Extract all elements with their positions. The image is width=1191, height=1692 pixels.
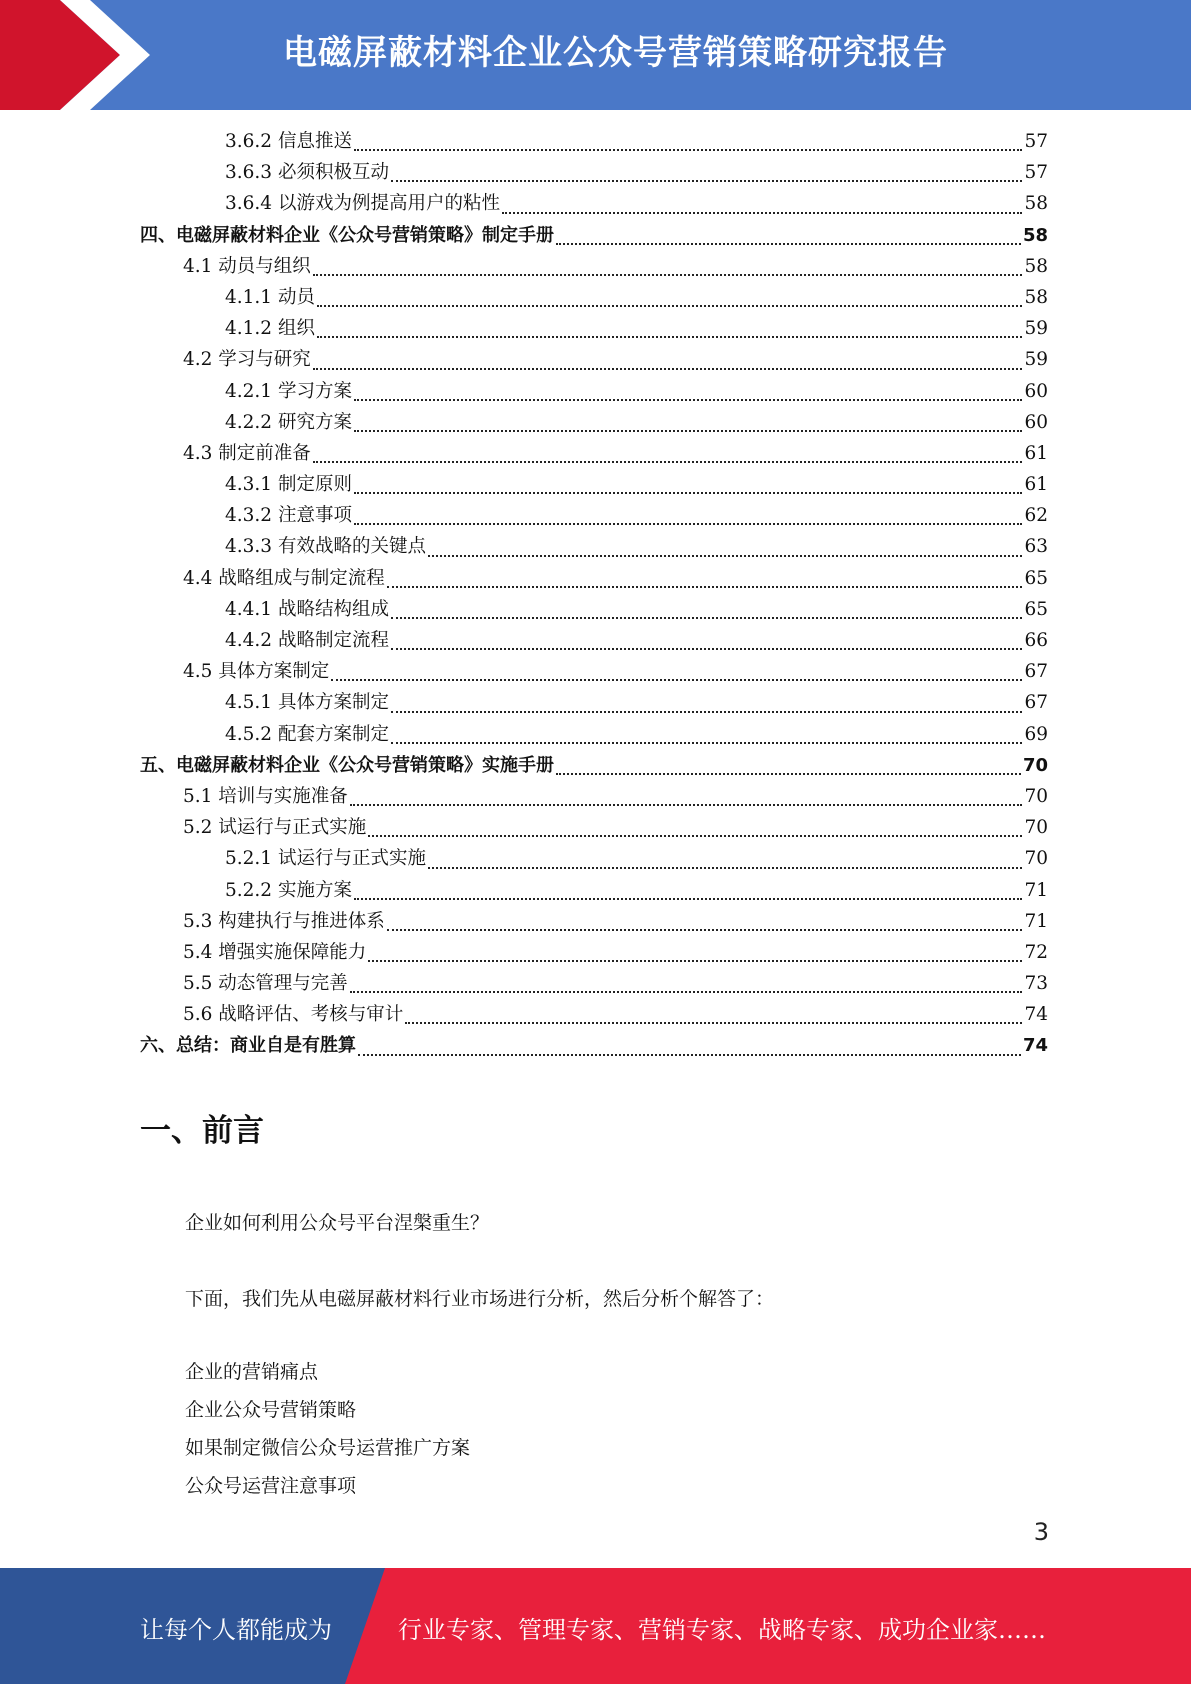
toc-entry-page: 61	[1024, 442, 1048, 464]
toc-entry[interactable]	[140, 314, 1048, 345]
toc-dot-leader	[391, 741, 1022, 744]
toc-dot-leader	[391, 710, 1022, 713]
topic-item: 企业公众号营销策略	[185, 1399, 357, 1421]
toc-entry[interactable]	[140, 1000, 1048, 1031]
topic-item: 企业的营销痛点	[185, 1361, 319, 1383]
toc-entry[interactable]	[140, 595, 1048, 626]
section-heading: 一、前言	[140, 1113, 264, 1149]
toc-entry-page: 62	[1024, 505, 1048, 527]
toc-entry[interactable]	[140, 439, 1048, 470]
toc-entry-title: 5.1 培训与实施准备	[183, 785, 348, 807]
toc-entry-page: 58	[1024, 255, 1048, 277]
topic-item: 公众号运营注意事项	[185, 1475, 357, 1497]
toc-entry[interactable]	[140, 688, 1048, 719]
toc-dot-leader	[405, 1021, 1022, 1024]
toc-entry-title: 4.5.2 配套方案制定	[225, 723, 389, 745]
toc-entry-title: 4.3.2 注意事项	[225, 505, 352, 527]
toc-entry[interactable]	[140, 626, 1048, 657]
document-title: 电磁屏蔽材料企业公众号营销策略研究报告	[283, 33, 948, 73]
toc-entry[interactable]	[140, 657, 1048, 688]
toc-entry-page: 70	[1024, 785, 1048, 807]
toc-entry-title: 5.4 增强实施保障能力	[183, 941, 367, 963]
topic-list	[185, 1357, 470, 1509]
toc-dot-leader	[387, 585, 1023, 588]
toc-entry[interactable]	[140, 158, 1048, 189]
toc-entry-page: 70	[1024, 848, 1048, 870]
toc-entry-page: 60	[1024, 411, 1048, 433]
toc-entry[interactable]	[140, 377, 1048, 408]
toc-entry-title: 5.2.1 试运行与正式实施	[225, 848, 426, 870]
toc-dot-leader	[354, 491, 1023, 494]
toc-entry-title: 4.4.1 战略结构组成	[225, 598, 389, 620]
toc-dot-leader	[313, 367, 1023, 370]
toc-dot-leader	[313, 273, 1023, 276]
toc-entry[interactable]	[140, 501, 1048, 532]
toc-entry-title: 4.2.1 学习方案	[225, 380, 352, 402]
toc-entry[interactable]	[140, 782, 1048, 813]
toc-entry-title: 4.2.2 研究方案	[225, 411, 352, 433]
toc-dot-leader	[331, 678, 1022, 681]
toc-entry-page: 58	[1024, 286, 1048, 308]
toc-entry-title: 5.3 构建执行与推进体系	[183, 910, 385, 932]
toc-entry-title: 3.6.2 信息推送	[225, 131, 352, 152]
page-number: 3	[1033, 1518, 1049, 1546]
toc-dot-leader	[354, 429, 1023, 432]
toc-dot-leader	[354, 148, 1023, 151]
toc-entry-page: 73	[1024, 973, 1048, 995]
toc-entry-title: 4.4.2 战略制定流程	[225, 630, 389, 651]
toc-dot-leader	[428, 866, 1022, 869]
toc-entry-page: 58	[1022, 224, 1048, 246]
toc-dot-leader	[317, 304, 1023, 307]
toc-entry-title: 4.3.1 制定原则	[225, 474, 352, 496]
toc-entry-page: 69	[1024, 723, 1048, 745]
toc-entry-title: 5.6 战略评估、考核与审计	[183, 1004, 404, 1026]
toc-entry-page: 61	[1024, 474, 1048, 496]
toc-dot-leader	[313, 460, 1023, 463]
page-header	[0, 0, 1191, 110]
toc-entry-title: 五、电磁屏蔽材料企业《公众号营销策略》实施手册	[140, 754, 554, 776]
toc-entry[interactable]	[140, 876, 1048, 907]
toc-entry-title: 4.5 具体方案制定	[183, 661, 330, 683]
toc-entry-page: 74	[1022, 1035, 1048, 1057]
toc-entry-title: 4.3.3 有效战略的关键点	[225, 536, 426, 558]
toc-entry-page: 70	[1024, 817, 1048, 839]
toc-dot-leader	[502, 211, 1022, 214]
toc-dot-leader	[556, 242, 1021, 245]
toc-entry-page: 59	[1024, 318, 1048, 340]
page-footer	[0, 1568, 1191, 1684]
toc-dot-leader	[391, 179, 1022, 182]
toc-dot-leader	[358, 1053, 1021, 1056]
toc-entry-page: 67	[1024, 661, 1048, 683]
toc-dot-leader	[368, 834, 1022, 837]
toc-dot-leader	[354, 522, 1023, 525]
toc-entry-title: 3.6.3 必须积极互动	[225, 162, 389, 184]
toc-entry-page: 67	[1024, 692, 1048, 714]
toc-entry[interactable]	[140, 751, 1048, 782]
toc-entry-title: 5.2.2 实施方案	[225, 879, 352, 901]
toc-entry[interactable]	[140, 345, 1048, 376]
toc-entry[interactable]	[140, 564, 1048, 595]
toc-entry-page: 74	[1024, 1004, 1048, 1026]
toc-entry-page: 60	[1024, 380, 1048, 402]
toc-entry-page: 63	[1024, 536, 1048, 558]
toc-entry-page: 59	[1024, 349, 1048, 371]
toc-entry-page: 57	[1024, 162, 1048, 184]
toc-entry-page: 71	[1024, 879, 1048, 901]
toc-entry-title: 5.5 动态管理与完善	[183, 973, 348, 995]
toc-entry-title: 4.1.2 组织	[225, 318, 315, 340]
toc-entry-page: 66	[1024, 630, 1048, 651]
toc-entry-title: 4.3 制定前准备	[183, 442, 311, 464]
toc-entry-title: 4.2 学习与研究	[183, 349, 311, 371]
toc-entry[interactable]	[140, 127, 1048, 158]
toc-entry[interactable]	[140, 470, 1048, 501]
toc-dot-leader	[368, 959, 1022, 962]
topic-item: 如果制定微信公众号运营推广方案	[185, 1437, 471, 1459]
toc-entry-title: 4.4 战略组成与制定流程	[183, 567, 385, 589]
toc-entry-title: 4.1 动员与组织	[183, 255, 311, 277]
footer-slogan-right: 行业专家、管理专家、营销专家、战略专家、成功企业家……	[398, 1616, 1046, 1644]
toc-entry[interactable]	[140, 408, 1048, 439]
toc-dot-leader	[387, 928, 1023, 931]
toc-entry[interactable]	[140, 221, 1048, 252]
intro-question: 企业如何利用公众号平台涅槃重生？	[185, 1212, 490, 1234]
toc-entry[interactable]	[140, 532, 1048, 563]
toc-entry[interactable]	[140, 907, 1048, 938]
toc-entry-title: 5.2 试运行与正式实施	[183, 817, 367, 839]
toc-entry[interactable]	[140, 189, 1048, 220]
footer-slogan-left: 让每个人都能成为	[140, 1616, 332, 1644]
toc-entry-title: 4.5.1 具体方案制定	[225, 692, 389, 714]
table-of-contents	[140, 127, 1048, 1063]
toc-dot-leader	[556, 772, 1021, 775]
toc-dot-leader	[350, 803, 1023, 806]
toc-entry-page: 72	[1024, 941, 1048, 963]
toc-entry[interactable]	[140, 720, 1048, 751]
toc-entry[interactable]	[140, 252, 1048, 283]
toc-entry-title: 4.1.1 动员	[225, 286, 315, 308]
toc-entry-title: 3.6.4 以游戏为例提高用户的粘性	[225, 193, 500, 215]
intro-paragraph: 下面，我们先从电磁屏蔽材料行业市场进行分析，然后分析个解答了：	[185, 1288, 775, 1310]
toc-entry-page: 71	[1024, 910, 1048, 932]
toc-dot-leader	[350, 990, 1023, 993]
toc-entry-title: 六、总结：商业自是有胜算	[140, 1035, 356, 1057]
toc-entry-page: 70	[1022, 754, 1048, 776]
toc-entry[interactable]	[140, 283, 1048, 314]
toc-entry[interactable]	[140, 969, 1048, 1000]
toc-entry[interactable]	[140, 938, 1048, 969]
toc-entry-page: 58	[1024, 193, 1048, 215]
toc-dot-leader	[391, 616, 1022, 619]
toc-entry[interactable]	[140, 1031, 1048, 1062]
toc-dot-leader	[317, 335, 1023, 338]
toc-entry-page: 65	[1024, 567, 1048, 589]
toc-dot-leader	[354, 897, 1023, 900]
toc-dot-leader	[391, 647, 1022, 650]
toc-entry-page: 65	[1024, 598, 1048, 620]
toc-dot-leader	[428, 554, 1022, 557]
toc-entry-page: 57	[1024, 131, 1048, 152]
toc-entry-title: 四、电磁屏蔽材料企业《公众号营销策略》制定手册	[140, 224, 554, 246]
toc-dot-leader	[354, 398, 1023, 401]
toc-entry[interactable]	[140, 844, 1048, 875]
toc-entry[interactable]	[140, 813, 1048, 844]
